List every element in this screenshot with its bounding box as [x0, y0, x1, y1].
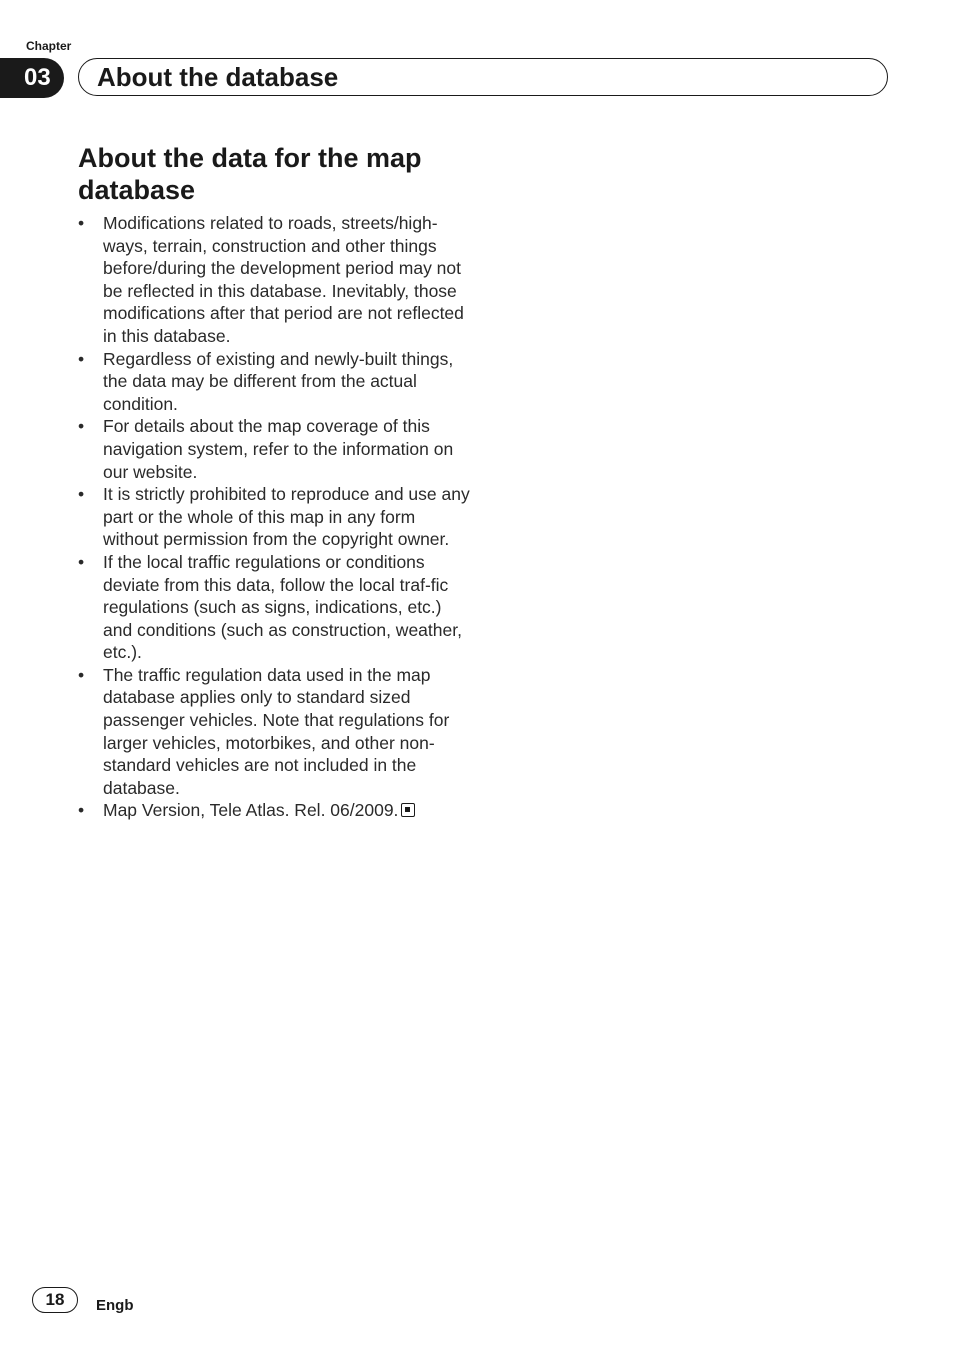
bullet-list: [78, 212, 470, 822]
bullet-dot: •: [78, 484, 85, 505]
chapter-number-badge: 03: [0, 58, 64, 98]
list-item: [78, 664, 470, 800]
list-item-text: Map Version, Tele Atlas. Rel. 06/2009.: [103, 800, 399, 821]
bullet-dot: •: [78, 416, 85, 437]
bullet-dot: •: [78, 664, 85, 685]
chapter-label: Chapter: [26, 39, 72, 53]
list-item: [78, 799, 470, 822]
bullet-dot: •: [78, 213, 85, 233]
bullet-dot: •: [78, 800, 85, 821]
list-item-text: Modifications related to roads, streets/high-ways, terrain, construction and other things before/during the development period may not be reflected in this database. Inevitably, those modifications after that period are not reflected in this database.: [103, 213, 464, 346]
list-item: [78, 415, 470, 483]
list-item: [78, 483, 470, 551]
list-item: [78, 212, 470, 348]
bullet-dot: •: [78, 348, 85, 369]
chapter-title: About the database: [97, 62, 339, 92]
section-title: About the data for the map database: [78, 143, 422, 205]
list-item-text: The traffic regulation data used in the map database applies only to standard sized passenger vehicles. Note that regulations for larger vehicles, motorbikes, and other non-standard vehicles are not included in the database.: [103, 664, 450, 798]
list-item-text: It is strictly prohibited to reproduce and use any part or the whole of this map in any form without permission from the copyright owner.: [103, 484, 470, 550]
list-item-text: Regardless of existing and newly-built things, the data may be different from the actual condition.: [103, 348, 454, 414]
list-item-text: If the local traffic regulations or conditions deviate from this data, follow the local traf-fic regulations (such as signs, indications, etc.) and conditions (such as construction, weather, etc.).: [103, 551, 462, 663]
page-number: 18: [32, 1287, 78, 1313]
end-of-section-square-icon: [401, 803, 415, 817]
list-item: [78, 551, 470, 664]
list-item-text: For details about the map coverage of this navigation system, refer to the information on our website.: [103, 416, 454, 482]
bullet-dot: •: [78, 551, 85, 572]
language-label: Engb: [96, 1297, 134, 1314]
list-item: [78, 348, 470, 416]
